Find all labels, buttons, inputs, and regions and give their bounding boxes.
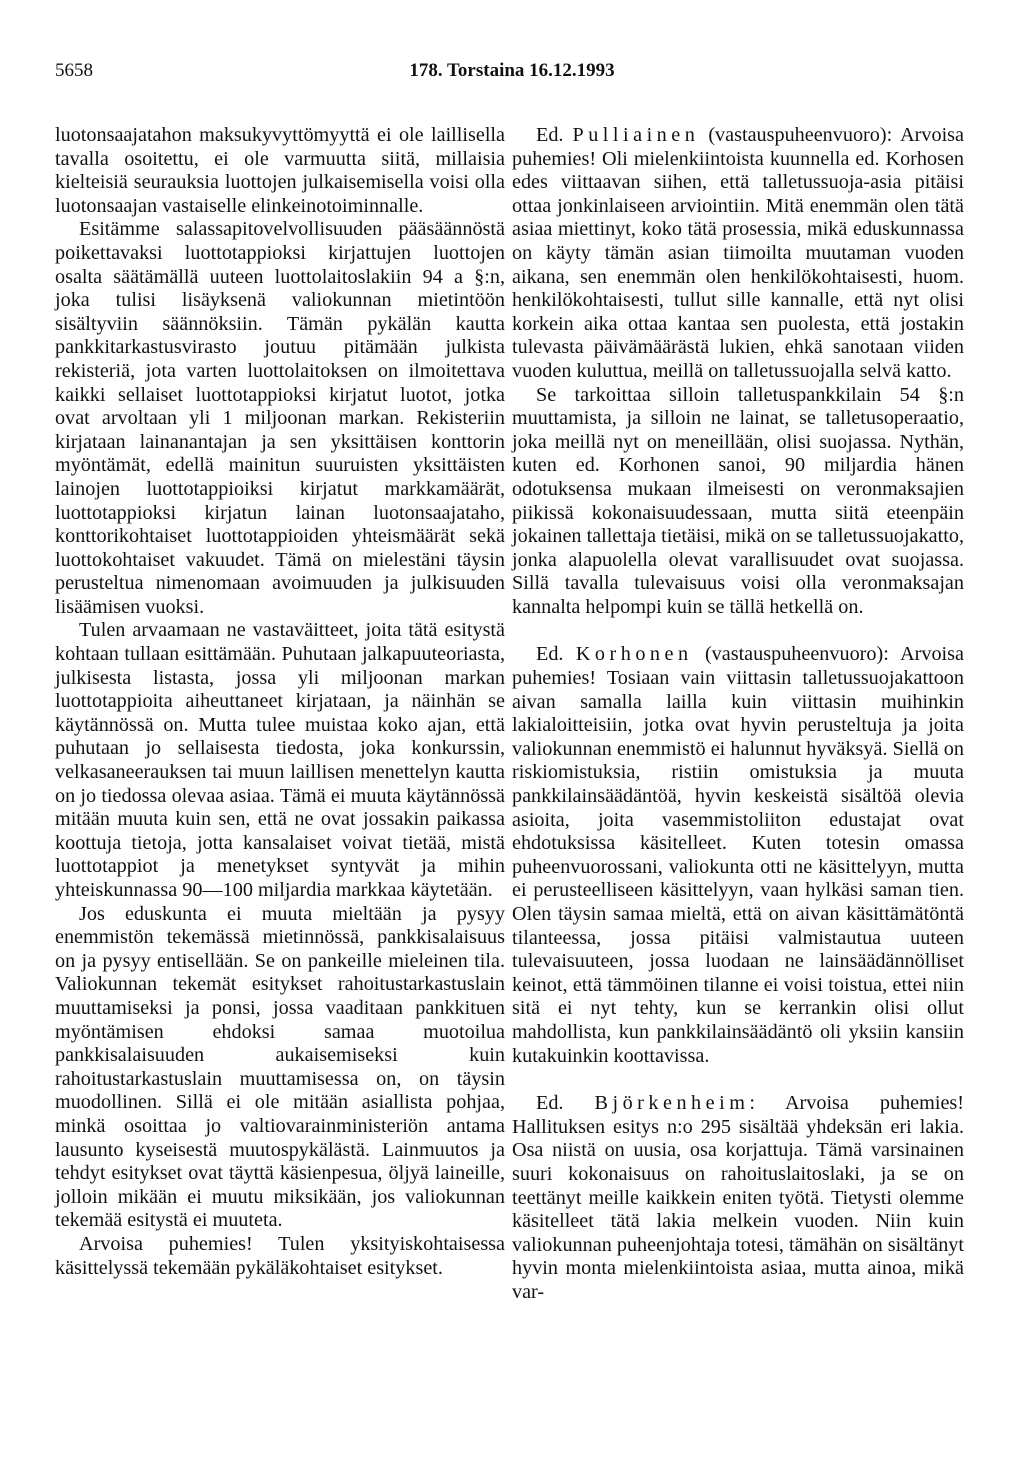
page-header — [0, 60, 1024, 90]
title-prefix: Ed. — [536, 643, 576, 666]
speaker-name: Pulliainen — [572, 124, 700, 146]
title-prefix: Ed. — [536, 1092, 595, 1115]
paragraph: Jos eduskunta ei muuta mieltään ja pysyy enemmistön tekemässä mietinnössä, pankkisalaisuus on ja pysyy entisellään. Se on pankeille mieleinen tila. Valiokunnan tekemät esitykset rahoitustarkastuslain muuttamiseksi ja ponsi, jossa vaaditaan pankkituen myöntämisen ehdoksi samaa muotoilua pankkisalaisuuden aukaisemiseksi kuin rahoitustarkastuslain muuttamisessa on, on täysin muodollinen. Sillä ei ole mitään asiallista pohjaa, minkä osoittaa jo valtiovarainministeriön antama lausunto kyseisestä muutospykälästä. Lainmuutos ja tehdyt esitykset ovat täyttä käsienpesua, öljyä laineille, jolloin mikään ei muutu miksikään, jos valiokunnan tekemää esitystä ei muuteta. — [55, 902, 505, 1232]
paragraph: Arvoisa puhemies! Tulen yksityiskohtaisessa käsittelyssä tekemään pykäläkohtaiset esitykset. — [55, 1232, 505, 1279]
paragraph: Tulen arvaamaan ne vastaväitteet, joita tätä esitystä kohtaan tullaan esittämään. Puhutaan jalkapuuteoriasta, julkisesta listasta, jossa yli miljoonan markan luottotappioita aiheuttaneet kirjataan, ja näinhän se käytännössä on. Mutta tulee muistaa koko ajan, että puhutaan jo sellaisesta tiedosta, joka konkurssin, velkasaneerauksen tai muun laillisen menettelyn kautta on jo tiedossa olevaa asiaa. Tämä ei muuta käytännössä mitään muuta kuin sen, että ne ovat jossakin paikassa koottuja tietoja, jotta kansalaiset voivat tietää, mistä luottotappiot ja menetykset syntyvät ja mihin yhteiskunnassa 90—100 miljardia markkaa käytetään. — [55, 619, 505, 901]
speech-text: (vastauspuheenvuoro): Arvoisa puhemies! Oli mielenkiintoista kuunnella ed. Korhosen edes viittaavan siihen, että talletussuoja-asia pitäisi ottaa jonkinlaiseen arviointiin. Mitä enemmän olen tätä asiaa miettinyt, koko tätä prosessia, mikä eduskunnassa on käyty tämän asian tiimoilta muutaman vuoden aikana, sen enemmän olen henkilökohtaisesti, huom. henkilökohtaisesti, tullut sille kannalle, että nyt olisi korkein aika ottaa kantaa sen puolesta, että jostakin tulevasta päivämäärästä lukien, ehkä sanotaan viiden vuoden kuluttua, meillä on talletussuojalla selvä katto. — [512, 124, 964, 382]
right-column — [512, 124, 964, 1305]
speech-text: : Arvoisa puhemies! Hallituksen esitys n:o 295 sisältää yhdeksän eri lakia. Osa niistä on uusia, osa korjattuja. Tämä varsinainen suuri kokonaisuus on rahoituslaitoslaki, ja se on teettänyt meille kaikkein eniten työtä. Tietysti olemme käsitelleet tätä lakia melkein vuoden. Niin kuin valiokunnan puheenjohtaja totesi, tämähän on sisältänyt hyvin monta mielenkiintoista asiaa, mutta ainoa, mikä var- — [512, 1092, 964, 1303]
left-column — [55, 124, 505, 1280]
speech-pulliainen — [512, 124, 964, 384]
speech-korhonen — [512, 643, 964, 1068]
paragraph: Esitämme salassapitovelvollisuuden pääsäännöstä poikettavaksi luottotappioksi kirjattujen luottojen osalta säätämällä uuteen luottolaitoslakiin 94 a §:n, joka tulisi lisäyksenä valiokunnan mietintöön sisältyviin säännöksiin. Tämän pykälän kautta pankkitarkastusvirasto joutuu pitämään julkista rekisteriä, jota varten luottolaitoksen on ilmoitettava kaikki sellaiset luottotappioksi kirjatut luotot, jotka ovat arvoltaan yli 1 miljoonan markan. Rekisteriin kirjataan lainanantajan ja sen yksittäisen konttorin myöntämät, edellä mainitun suuruisten yksittäisten lainojen luottotappioiksi kirjatut markkamäärät, luottotappioksi kirjatun lainan luotonsaajataho, konttorikohtaiset luottotappioiden yhteismäärät sekä luottokohtaiset vakuudet. Tämä on mielestäni täysin perusteltua nimenomaan avoimuuden ja julkisuuden lisäämisen vuoksi. — [55, 218, 505, 618]
speaker-name: Björkenheim — [594, 1092, 750, 1115]
speech-bjorkenheim — [512, 1092, 964, 1304]
paragraph: luotonsaajatahon maksukyvyttömyyttä ei ole laillisella tavalla osoitettu, ei ole varmuutta siitä, millaisia kielteisiä seurauksia luottojen julkaisemisella voisi olla luotonsaajan vastaiselle elinkeinotoiminnalle. — [55, 124, 505, 217]
paragraph: Se tarkoittaa silloin talletuspankkilain 54 §:n muuttamista, ja silloin ne lainat, se talletusoperaatio, joka meillä nyt on meneillään, olisi suojassa. Nythän, kuten ed. Korhonen sanoi, 90 miljardia hänen odotuksensa mukaan ilmeisesti on veronmaksajien piikissä kokonaisuudessaan, mutta siitä eteenpäin jokainen tallettaja tietäisi, mikä on se talletussuojakatto, jonka alapuolella olevat varallisuudet ovat suojassa. Sillä tavalla tulevaisuus voisi olla veronmaksajan kannalta helpompi kuin se tällä hetkellä on. — [512, 383, 964, 618]
title-prefix: Ed. — [536, 124, 573, 146]
speech-text: (vastauspuheenvuoro): Arvoisa puhemies! Tosiaan vain viittasin talletussuojakattoon aivan samalla lailla kuin viittasin muihinkin lakialoitteisiin, jotka ovat hyvin perusteltuja ja joita valiokunnan enemmistö ei halunnut hyväksyä. Siellä on riskiomistuksia, ristiin omistuksia ja muuta pankkilainsäädäntöä, hyvin keskeistä sisältöä olevia asioita, joita vasemmistoliiton edustajat ovat ehdotuksissa käsitelleet. Kuten totesin omassa puheenvuorossani, valiokunta otti ne käsittelyyn, mutta ei perusteelliseen käsittelyyn, vaan hylkäsi saman tien. Olen täysin samaa mieltä, että on aivan käsittämätöntä tilanteessa, jossa pitäisi valmistautua uuteen tulevaisuuteen, jossa luodaan ne lainsäädännölliset keinot, että tämmöinen tilanne ei voisi toistua, ettei niin sitä ei nyt tehty, kun se kerrankin olisi ollut mahdollista, kun pankkilainsäädäntö oli yksiin kansiin kutakuinkin koottavissa. — [512, 643, 964, 1067]
page-number: 5658 — [55, 60, 93, 81]
running-head: 178. Torstaina 16.12.1993 — [409, 60, 615, 81]
speaker-name: Korhonen — [575, 643, 693, 666]
